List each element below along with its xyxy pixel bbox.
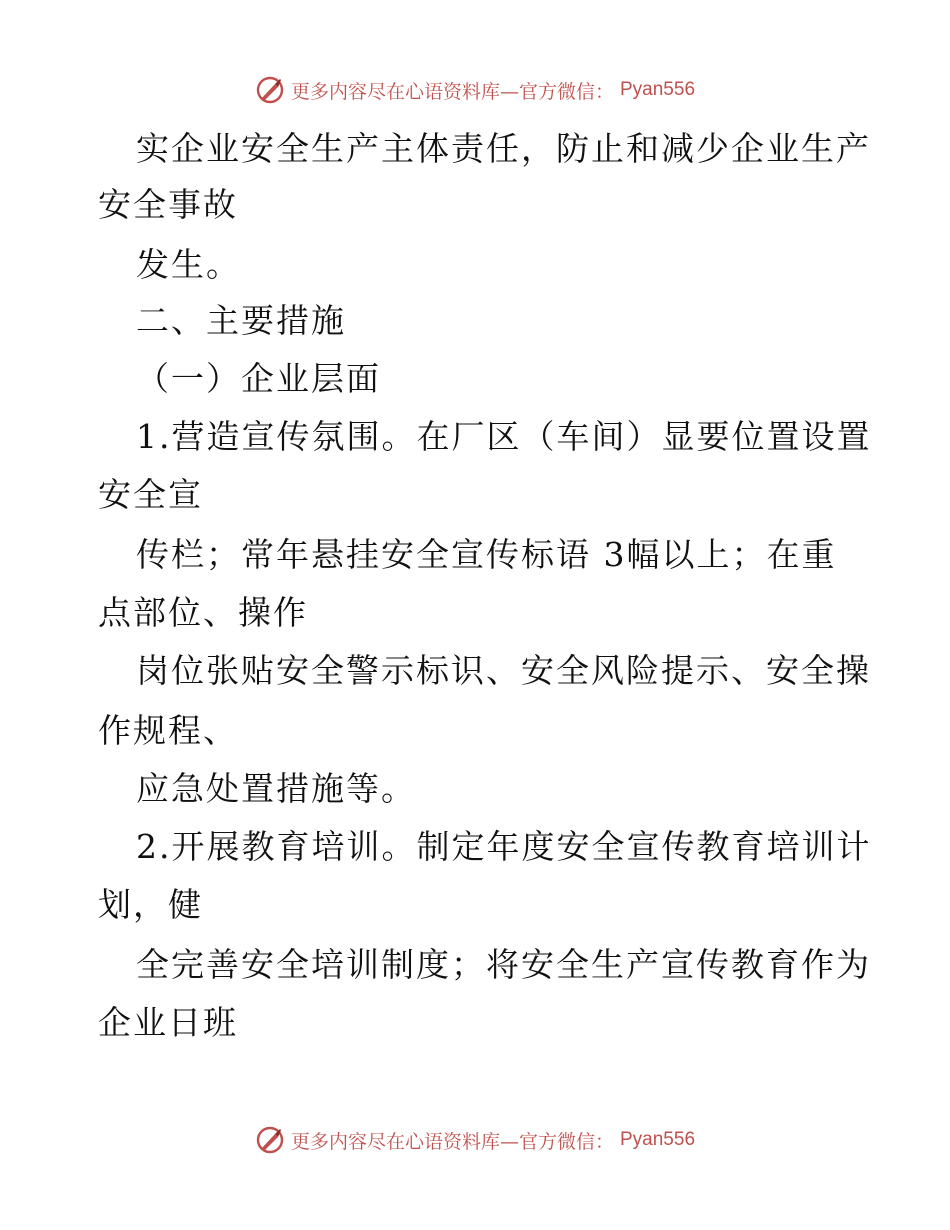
quill-pen-icon xyxy=(255,1125,285,1155)
watermark-text: 更多内容尽在心语资料库—官方微信： xyxy=(290,80,614,103)
body-line: 作规程、 xyxy=(98,711,238,750)
body-line: 传栏；常年悬挂安全宣传标语 3幅以上；在重 xyxy=(136,535,837,574)
section-heading: 二、主要措施 xyxy=(136,301,346,340)
body-line: 安全宣 xyxy=(98,475,203,514)
body-line: 划，健 xyxy=(98,885,203,924)
body-line: 应急处置措施等。 xyxy=(136,769,416,808)
watermark-wechat-id: Pyan556 xyxy=(620,1129,696,1150)
body-line: 1.营造宣传氛围。在厂区（车间）显要位置设置 xyxy=(136,417,872,456)
watermark-wechat-id: Pyan556 xyxy=(620,79,696,100)
body-line: 发生。 xyxy=(136,245,241,284)
body-line: 企业日班 xyxy=(98,1003,238,1042)
body-line: 岗位张贴安全警示标识、安全风险提示、安全操 xyxy=(136,651,871,690)
watermark-text: 更多内容尽在心语资料库—官方微信： xyxy=(290,1130,614,1153)
body-line: 全完善安全培训制度；将安全生产宣传教育作为 xyxy=(136,945,871,984)
body-line: 2.开展教育培训。制定年度安全宣传教育培训计 xyxy=(136,827,872,866)
footer-watermark xyxy=(0,1120,950,1160)
body-line: 点部位、操作 xyxy=(98,593,308,632)
quill-pen-icon xyxy=(255,75,285,105)
body-line: 安全事故 xyxy=(98,185,238,224)
body-line: 实企业安全生产主体责任，防止和减少企业生产 xyxy=(136,129,871,168)
subsection-heading: （一）企业层面 xyxy=(136,359,381,398)
header-watermark xyxy=(0,70,950,110)
